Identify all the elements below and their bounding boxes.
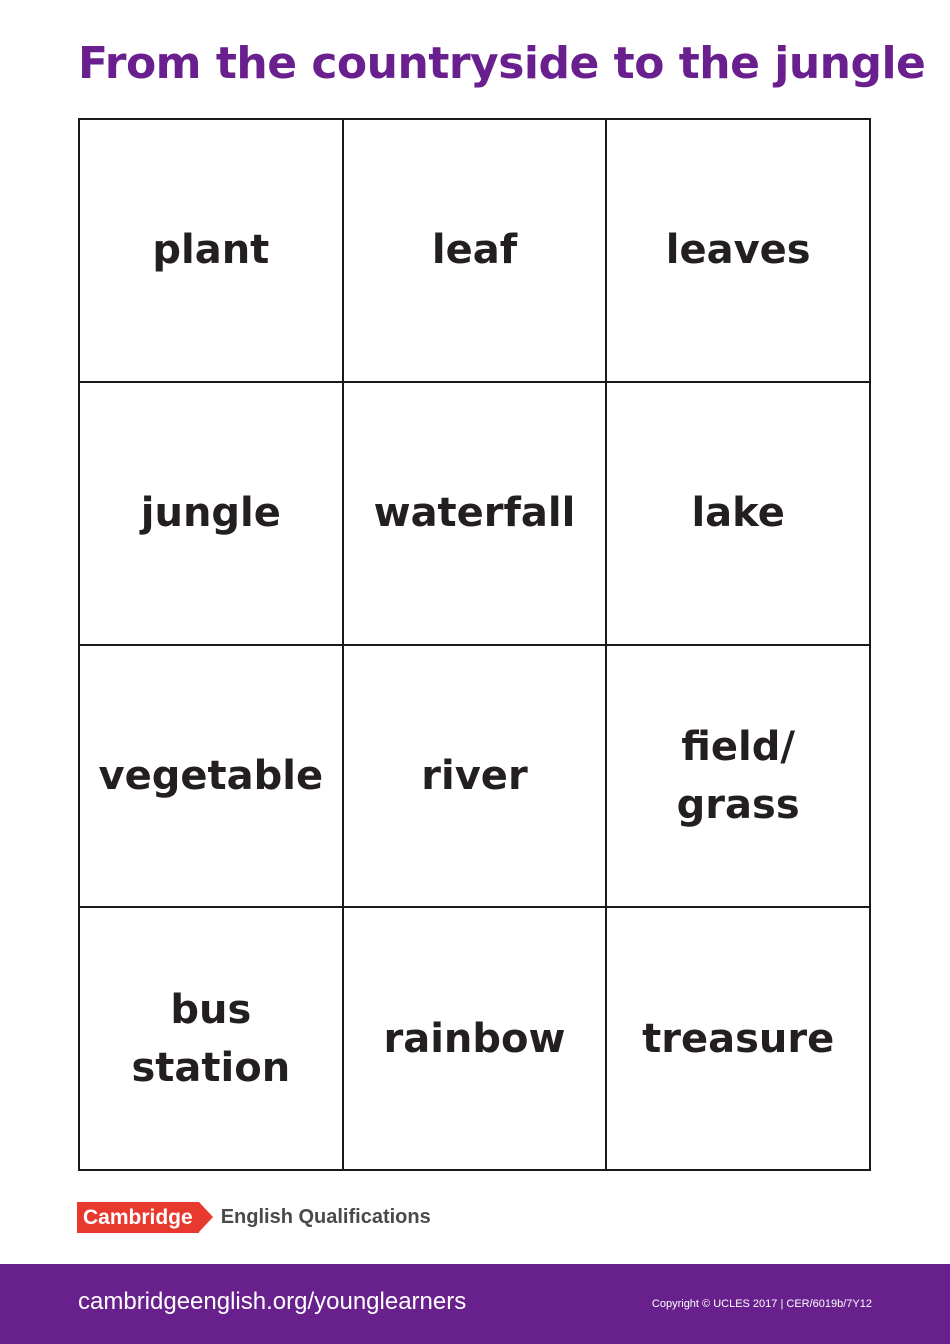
website-link[interactable]: cambridgeenglish.org/younglearners <box>78 1288 467 1315</box>
word-card: waterfall <box>344 383 608 646</box>
word-card-grid <box>78 118 871 1171</box>
copyright-text: Copyright © UCLES 2017 | CER/6019b/7Y12 <box>651 1298 872 1310</box>
word-card: plant <box>80 120 344 383</box>
footer-bar <box>0 1264 950 1344</box>
word-card: treasure <box>607 908 871 1171</box>
cambridge-badge: Cambridge <box>77 1202 199 1233</box>
word-card: leaf <box>344 120 608 383</box>
page-title: From the countryside to the jungle <box>78 38 926 89</box>
word-card: field/ grass <box>607 646 871 909</box>
word-card: river <box>344 646 608 909</box>
word-card: vegetable <box>80 646 344 909</box>
word-card: lake <box>607 383 871 646</box>
word-card: rainbow <box>344 908 608 1171</box>
word-card: jungle <box>80 383 344 646</box>
word-card: bus station <box>80 908 344 1171</box>
cambridge-logo <box>77 1202 431 1233</box>
qualifications-label: English Qualifications <box>220 1206 431 1228</box>
word-card: leaves <box>607 120 871 383</box>
